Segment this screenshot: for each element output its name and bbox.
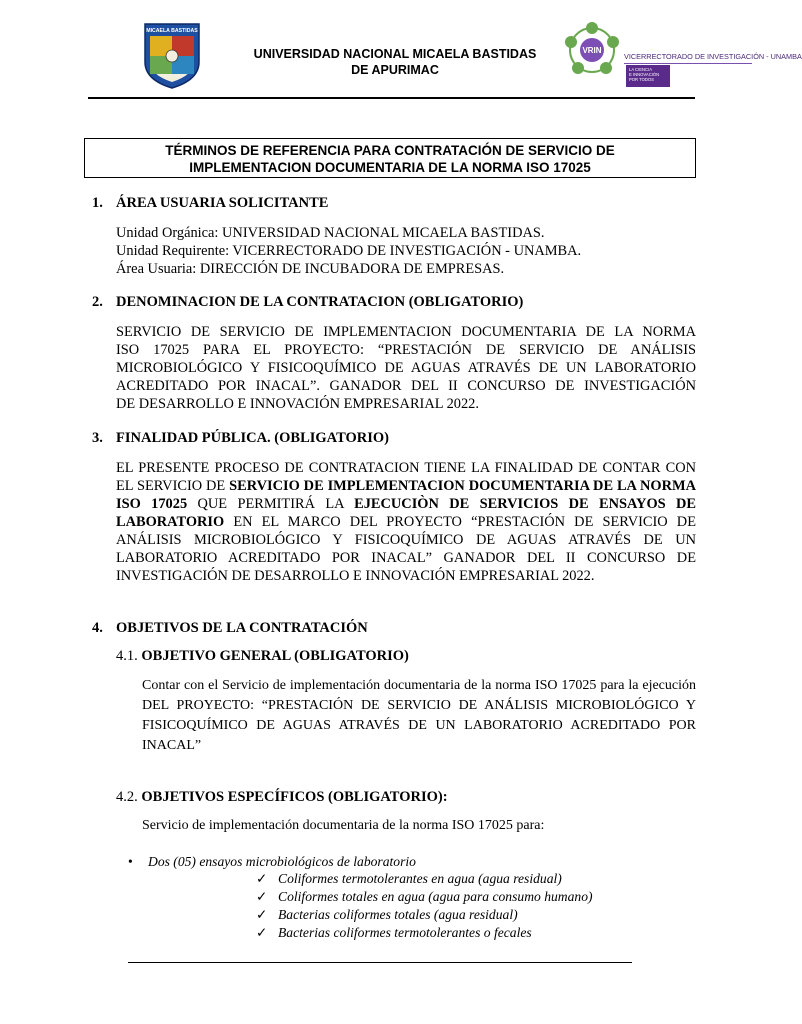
- check-icon: ✓: [256, 925, 268, 940]
- paragraph-text: QUE PERMITIRÁ LA: [187, 496, 355, 512]
- section-title: FINALIDAD PÚBLICA. (OBLIGATORIO): [116, 430, 389, 446]
- section-3-heading: [92, 430, 389, 447]
- section-3-body: [116, 459, 696, 585]
- bottom-divider: [128, 962, 632, 963]
- vicerrectorado-banner: [624, 48, 802, 96]
- document-title-line2: IMPLEMENTACION DOCUMENTARIA DE LA NORMA ISO 17025: [189, 160, 591, 175]
- paragraph-text: EN EL MARCO DEL PROYECTO “PRESTACIÓN DE SERVICIO DE ANÁLISIS MICROBIOLÓGICO Y FISICOQUÍMICO DE AGUAS ATRAVÉS DE UN LABORATORIO ACREDITADO POR INACAL” GANADOR DEL II CONCURSO DE INVESTIGACIÓN DE DESARROLLO E INNOVACIÓN EMPRESARIAL 2022.: [116, 514, 696, 584]
- section-number: 1.: [92, 195, 103, 211]
- section-title: ÁREA USUARIA SOLICITANTE: [116, 195, 329, 211]
- university-name-line1: UNIVERSIDAD NACIONAL MICAELA BASTIDAS: [253, 47, 537, 61]
- check-text: Coliformes termotolerantes en agua (agua residual): [278, 871, 562, 886]
- logo-left-label: MICAELA BASTIDAS: [146, 28, 198, 34]
- banner-divider: [624, 63, 752, 64]
- text-line: MICROBIOLÓGICO Y FISICOQUÍMICO DE AGUAS ATRAVÉS DE UN LABORATORIO: [116, 360, 696, 376]
- section-2-body: [116, 323, 696, 413]
- check-text: Bacterias coliformes termotolerantes o fecales: [278, 925, 532, 940]
- section-title: OBJETIVOS DE LA CONTRATACIÓN: [116, 620, 368, 636]
- subsection-4-2-intro: Servicio de implementación documentaria de la norma ISO 17025 para:: [142, 818, 545, 833]
- subsection-number: 4.1.: [116, 648, 138, 664]
- bold-text: EJECUCIÒN DE SERVICIOS DE ENSAYOS DE LABORATORIO: [116, 496, 696, 530]
- check-item: [256, 925, 532, 941]
- vrin-label: VRIN: [582, 46, 602, 55]
- text-line: Unidad Requirente: VICERRECTORADO DE INVESTIGACIÓN - UNAMBA.: [116, 243, 582, 259]
- check-icon: ✓: [256, 907, 268, 922]
- university-name-line2: DE APURIMAC: [351, 63, 439, 77]
- check-icon: ✓: [256, 889, 268, 904]
- bullet-text: Dos (05) ensayos microbiológicos de laboratorio: [148, 854, 416, 869]
- text-line: SERVICIO DE SERVICIO DE IMPLEMENTACION DOCUMENTARIA DE LA NORMA: [116, 324, 696, 340]
- subsection-number: 4.2.: [116, 789, 138, 805]
- check-item: [256, 871, 562, 887]
- badge-line: LA CIENCIA: [629, 67, 653, 72]
- check-item: [256, 907, 518, 923]
- section-1-body: [116, 224, 696, 278]
- section-4-heading: [92, 620, 368, 637]
- subsection-4-2-heading: [116, 789, 448, 806]
- subsection-4-1-body: Contar con el Servicio de implementación documentaria de la norma ISO 17025 para la ejecución DEL PROYECTO: “PRESTACIÓN DE SERVICIO DE ANÁLISIS MICROBIOLÓGICO Y FISICOQUÍMICO DE AGUAS ATRAVÉS DE UN LABORATORIO ACREDITADO POR INACAL”: [142, 678, 696, 753]
- check-text: Bacterias coliformes totales (agua residual): [278, 907, 518, 922]
- bold-text: SERVICIO DE IMPLEMENTACION DOCUMENTARIA DE LA NORMA ISO 17025: [116, 478, 696, 512]
- header-divider: [88, 97, 695, 99]
- check-icon: ✓: [256, 871, 268, 886]
- subsection-4-1-heading: [116, 648, 409, 665]
- text-line: ISO 17025 PARA EL PROYECTO: “PRESTACIÓN DE SERVICIO DE ANÁLISIS: [116, 342, 696, 358]
- badge-line: E INNOVACIÓN: [629, 72, 660, 78]
- vicerrectorado-text: VICERRECTORADO DE INVESTIGACIÓN - UNAMBA: [624, 52, 802, 61]
- document-title: [84, 138, 696, 178]
- bullet-icon: •: [128, 854, 133, 869]
- university-shield-logo: [143, 22, 201, 90]
- section-number: 2.: [92, 294, 103, 310]
- document-title-line1: TÉRMINOS DE REFERENCIA PARA CONTRATACIÓN DE SERVICIO DE: [165, 143, 615, 158]
- text-line: DE DESARROLLO E INNOVACIÓN EMPRESARIAL 2022.: [116, 396, 479, 412]
- text-line: Área Usuaria: DIRECCIÓN DE INCUBADORA DE EMPRESAS.: [116, 261, 505, 277]
- badge-line: POR TODOS: [629, 77, 654, 83]
- university-name: [225, 46, 565, 78]
- document-header: [0, 0, 802, 100]
- subsection-title: OBJETIVOS ESPECÍFICOS (OBLIGATORIO):: [141, 789, 448, 805]
- check-item: [256, 889, 593, 905]
- subsection-title: OBJETIVO GENERAL (OBLIGATORIO): [141, 648, 409, 664]
- section-2-heading: [92, 294, 523, 311]
- vrin-logo: [562, 20, 622, 80]
- slogan-badge: [626, 65, 670, 87]
- text-line: Unidad Orgánica: UNIVERSIDAD NACIONAL MICAELA BASTIDAS.: [116, 225, 545, 241]
- section-1-heading: [92, 195, 328, 212]
- section-title: DENOMINACION DE LA CONTRATACION (OBLIGATORIO): [116, 294, 524, 310]
- section-number: 4.: [92, 620, 103, 636]
- paragraph-text: EL PRESENTE PROCESO DE CONTRATACION TIENE LA FINALIDAD DE CONTAR CON EL SERVICIO DE: [116, 460, 696, 494]
- check-text: Coliformes totales en agua (agua para consumo humano): [278, 889, 593, 904]
- section-number: 3.: [92, 430, 103, 446]
- bullet-item: [128, 854, 416, 870]
- text-line: ACREDITADO POR INACAL”. GANADOR DEL II CONCURSO DE INVESTIGACIÓN: [116, 378, 696, 394]
